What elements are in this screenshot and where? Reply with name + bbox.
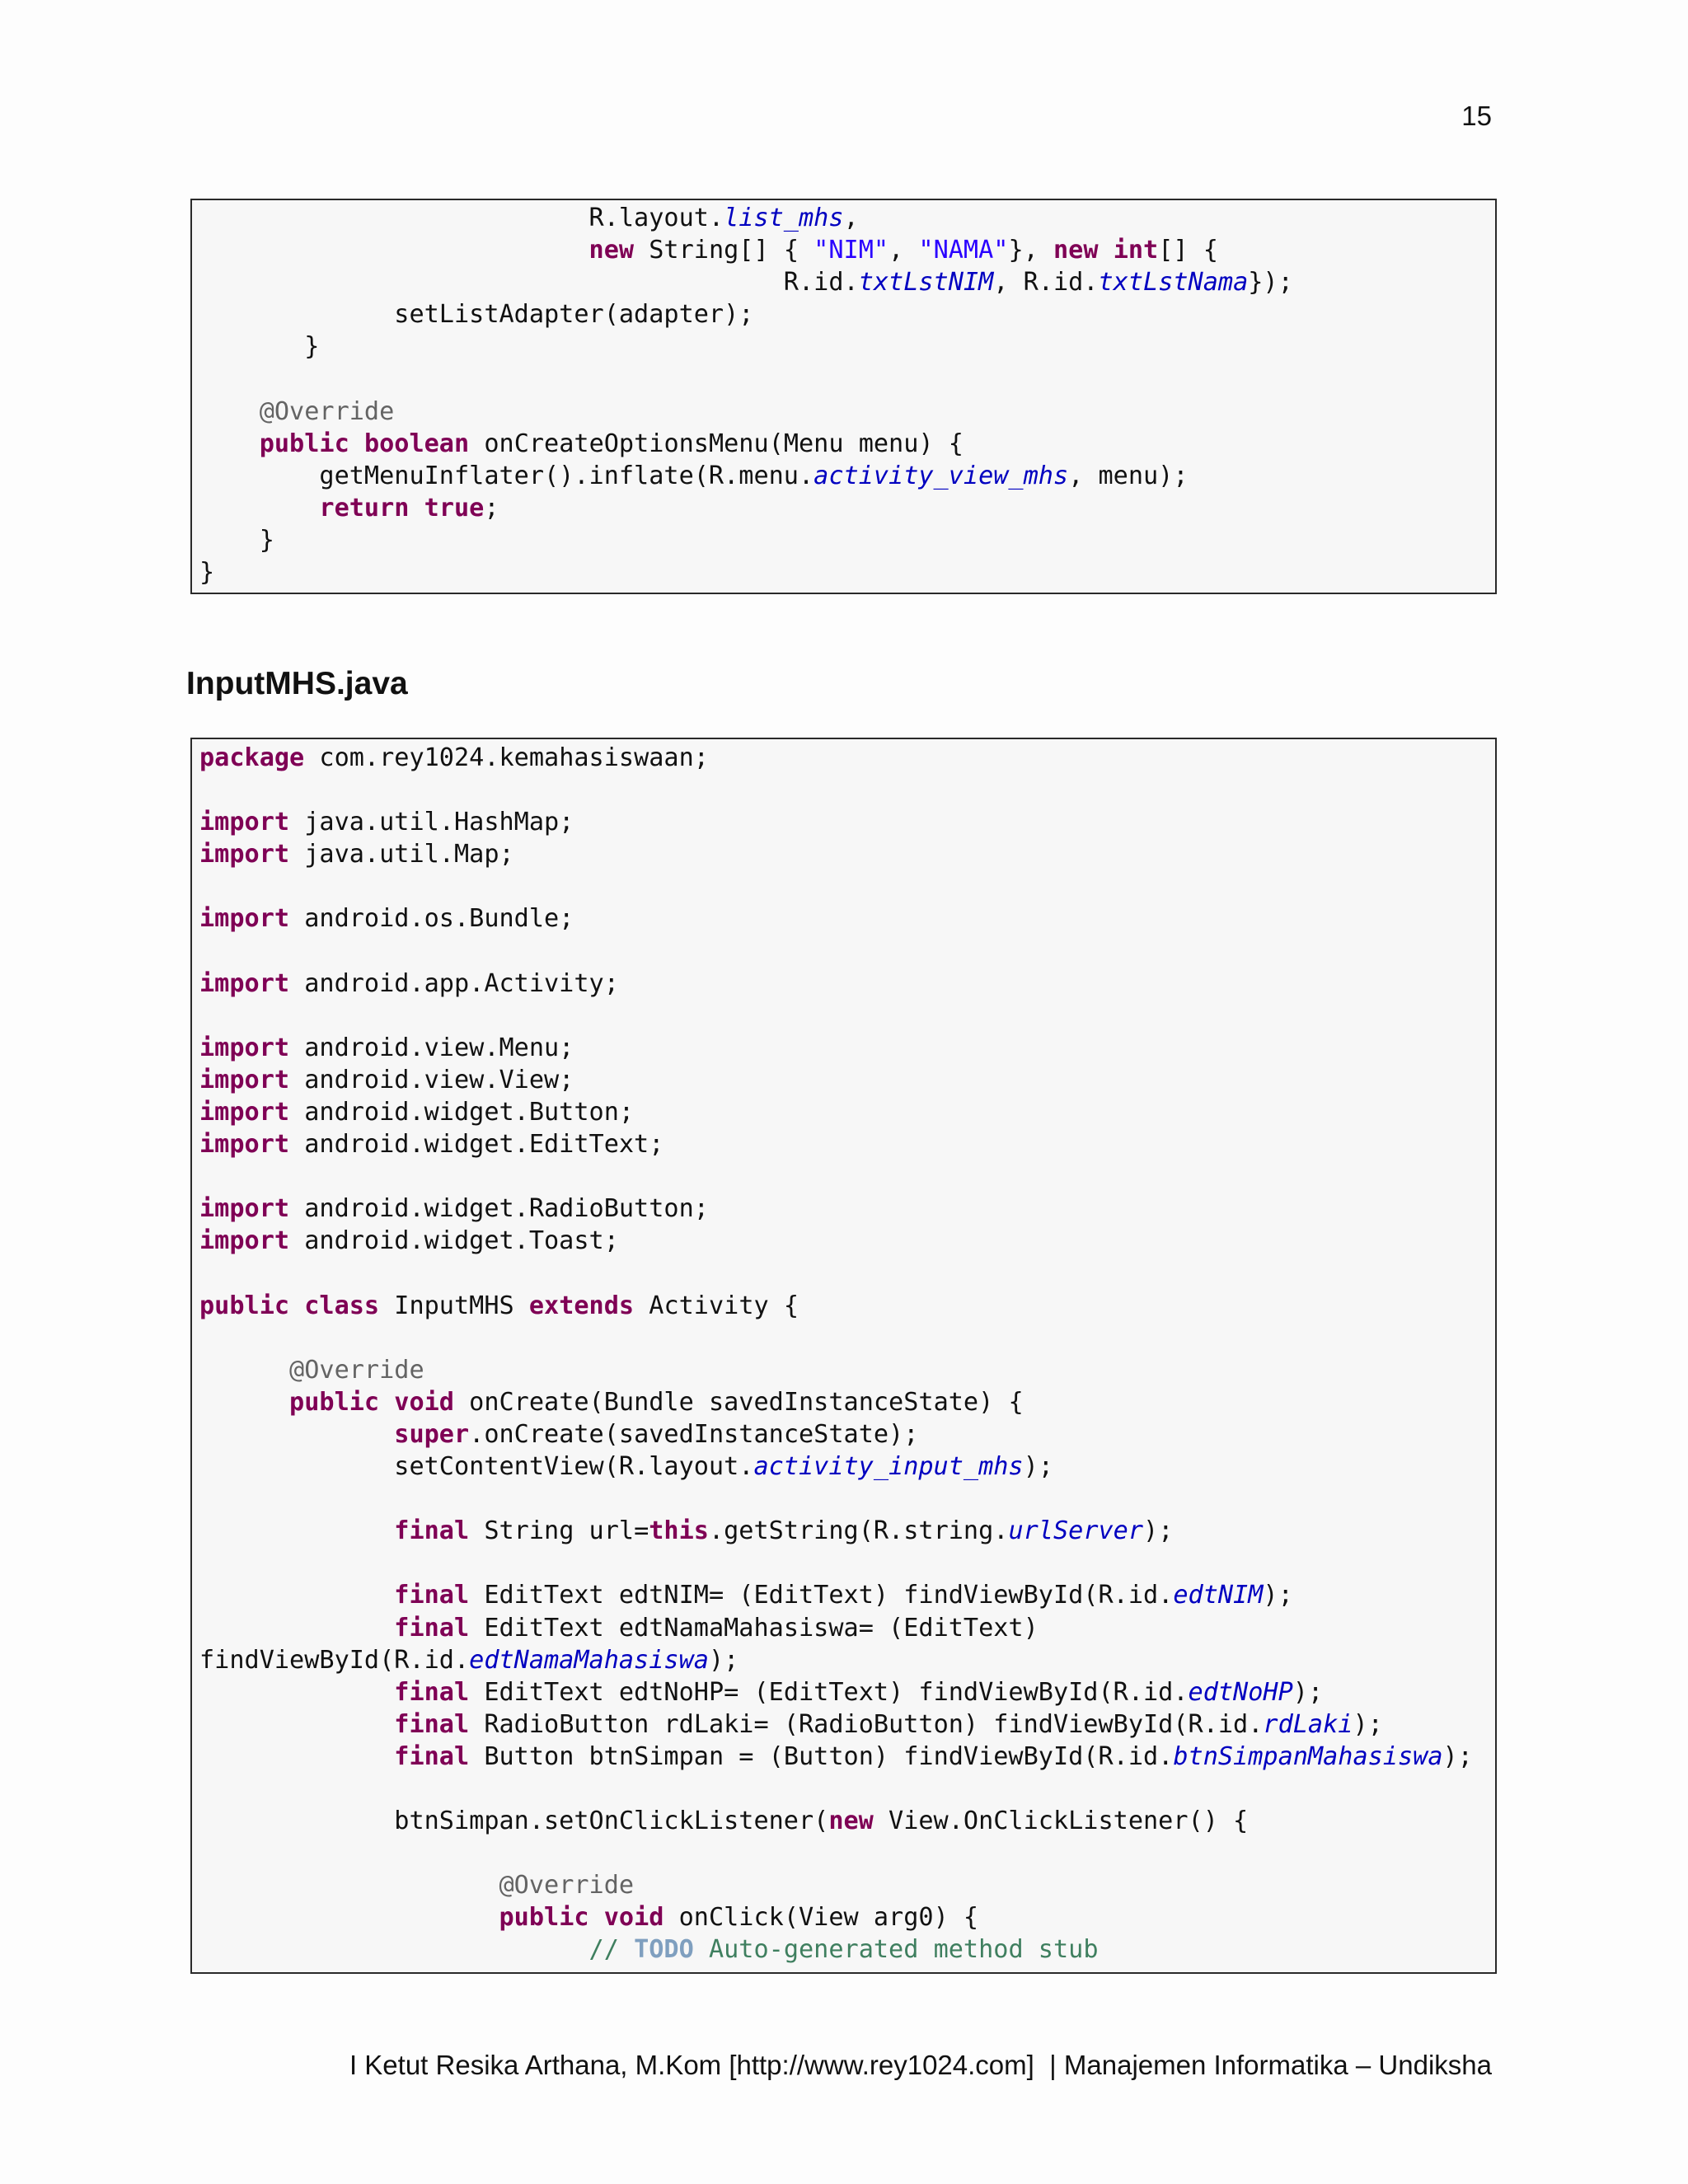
keyword-token: super (394, 1419, 470, 1449)
code-text: btnSimpan.setOnClickListener( (199, 1807, 829, 1836)
keyword-token: class (304, 1291, 380, 1320)
code-text (199, 1678, 394, 1707)
keyword-token: void (603, 1903, 664, 1933)
code-listing (192, 739, 1495, 1966)
code-line (199, 1193, 1495, 1225)
code-line (199, 1258, 1495, 1290)
code-line (199, 968, 1495, 1000)
field-token: activity_view_mhs (814, 461, 1069, 490)
code-text: , R.id. (993, 268, 1099, 298)
field-token: rdLaki (1263, 1709, 1353, 1739)
code-text: findViewById(R.id. (199, 1645, 470, 1675)
code-line (199, 1225, 1495, 1257)
code-text: ); (1143, 1516, 1174, 1546)
code-block-viewmhs-end (190, 199, 1497, 594)
code-text (199, 1614, 394, 1643)
code-text: View.OnClickListener() { (873, 1807, 1249, 1836)
field-token: list_mhs (724, 204, 844, 232)
code-text: android.widget.EditText; (289, 1130, 664, 1160)
code-line (199, 774, 1495, 806)
code-line (199, 1128, 1495, 1160)
code-text: android.widget.RadioButton; (289, 1194, 709, 1224)
code-line (199, 556, 1495, 588)
field-token: txtLstNIM (858, 268, 994, 298)
code-line (199, 1515, 1495, 1547)
code-text: , (843, 204, 859, 232)
code-text: .onCreate(savedInstanceState); (469, 1419, 919, 1449)
code-text: ); (1023, 1452, 1053, 1482)
code-line (199, 1708, 1495, 1741)
comment-token: Auto-generated method stub (693, 1935, 1099, 1965)
code-text (289, 1291, 304, 1320)
keyword-token: public (259, 429, 349, 458)
keyword-token: import (199, 968, 290, 998)
code-text: .getString(R.string. (708, 1516, 1009, 1546)
keyword-token: import (199, 904, 290, 934)
code-line (199, 1451, 1495, 1483)
keyword-token: new (588, 236, 635, 265)
code-line (199, 1322, 1495, 1354)
code-text (589, 1903, 604, 1932)
code-line (199, 1547, 1495, 1579)
code-text: setContentView(R.layout. (199, 1452, 754, 1482)
code-line (199, 266, 1495, 298)
code-text: Activity { (634, 1291, 799, 1320)
code-line (199, 202, 1495, 234)
code-text (199, 1420, 394, 1449)
code-line (199, 838, 1495, 870)
code-text (199, 1903, 499, 1932)
code-text (199, 236, 589, 265)
code-listing (192, 200, 1495, 588)
code-text: android.view.Menu; (289, 1033, 574, 1062)
code-line (199, 396, 1495, 428)
keyword-token: this (649, 1516, 709, 1546)
code-text: onClick(View arg0) { (663, 1903, 979, 1933)
section-heading: InputMHS.java (186, 666, 408, 701)
code-text: R.id. (199, 268, 859, 298)
code-text: com.rey1024.kemahasiswaan; (304, 743, 709, 772)
code-text: , (889, 236, 919, 265)
code-text: String url= (469, 1516, 649, 1546)
code-text: java.util.HashMap; (289, 808, 574, 837)
keyword-token: boolean (363, 429, 470, 458)
field-token: btnSimpanMahasiswa (1173, 1741, 1443, 1771)
code-text: android.view.View; (289, 1065, 574, 1094)
annotation-token: @Override (259, 396, 395, 426)
code-line (199, 1160, 1495, 1193)
code-line (199, 742, 1495, 774)
code-line (199, 1290, 1495, 1322)
code-line (199, 1032, 1495, 1064)
page-number: 15 (1461, 101, 1492, 131)
code-text: ; (484, 493, 499, 523)
code-line (199, 1805, 1495, 1837)
code-text: EditText edtNIM= (EditText) findViewById(R.id. (469, 1581, 1174, 1610)
code-text (1099, 236, 1114, 265)
code-line (199, 1418, 1495, 1451)
code-text: EditText edtNamaMahasiswa= (EditText) (469, 1613, 1039, 1643)
code-text: setListAdapter(adapter); (199, 300, 754, 330)
keyword-token: import (199, 1226, 290, 1256)
keyword-token: void (394, 1387, 454, 1417)
keyword-token: import (199, 1033, 290, 1062)
code-line (199, 870, 1495, 902)
code-line (199, 234, 1495, 266)
code-line (199, 428, 1495, 460)
code-text: ); (1442, 1741, 1473, 1771)
code-line (199, 1096, 1495, 1128)
code-text: ); (1292, 1677, 1324, 1707)
code-text: String[] { (634, 236, 814, 265)
string-token: "NAMA" (918, 236, 1009, 265)
code-text (199, 429, 260, 458)
annotation-token: @Override (499, 1871, 635, 1900)
code-text: onCreateOptionsMenu(Menu menu) { (469, 429, 964, 458)
code-block-inputmhs (190, 738, 1497, 1974)
keyword-token: new (1053, 236, 1099, 265)
code-text: Button btnSimpan = (Button) findViewById(R.id. (469, 1741, 1174, 1771)
keyword-token: final (394, 1677, 470, 1707)
code-text: EditText edtNoHP= (EditText) findViewById(R.id. (469, 1677, 1189, 1707)
keyword-token: public (289, 1387, 380, 1417)
code-text: ); (1353, 1709, 1383, 1739)
field-token: activity_input_mhs (753, 1452, 1024, 1482)
code-text: R.layout. (199, 204, 724, 232)
comment-token: // (588, 1935, 635, 1965)
keyword-token: new (828, 1807, 874, 1836)
keyword-token: final (394, 1581, 470, 1610)
code-line (199, 1869, 1495, 1901)
code-text: java.util.Map; (289, 840, 514, 869)
keyword-token: import (199, 840, 290, 869)
code-line (199, 935, 1495, 968)
code-text: ); (1263, 1581, 1293, 1610)
todo-token: TODO (634, 1935, 694, 1965)
code-line (199, 1354, 1495, 1386)
code-line (199, 1933, 1495, 1966)
code-text (199, 1581, 394, 1610)
code-line (199, 1837, 1495, 1869)
code-text: } (199, 525, 274, 555)
keyword-token: final (394, 1709, 470, 1739)
keyword-token: import (199, 1130, 290, 1160)
field-token: edtNIM (1173, 1581, 1264, 1610)
code-text (199, 1935, 589, 1964)
code-line (199, 298, 1495, 330)
keyword-token: import (199, 1194, 290, 1224)
keyword-token: import (199, 1098, 290, 1127)
code-line (199, 460, 1495, 492)
keyword-token: true (424, 493, 485, 523)
keyword-token: extends (528, 1291, 635, 1320)
code-text: android.widget.Toast; (289, 1226, 619, 1256)
code-text: android.widget.Button; (289, 1098, 635, 1127)
field-token: edtNamaMahasiswa (469, 1645, 709, 1675)
code-line (199, 492, 1495, 524)
code-text: }); (1248, 268, 1293, 298)
page-footer: I Ketut Resika Arthana, M.Kom [http://www.rey1024.com] | Manajemen Informatika – Undiksha (349, 2050, 1492, 2080)
keyword-token: import (199, 808, 290, 837)
code-line (199, 330, 1495, 363)
code-text (379, 1388, 394, 1417)
keyword-token: final (394, 1516, 470, 1546)
code-line (199, 1676, 1495, 1708)
string-token: "NIM" (814, 236, 889, 265)
code-text (199, 1388, 289, 1417)
code-line (199, 524, 1495, 556)
code-text: InputMHS (379, 1291, 529, 1320)
code-line (199, 1741, 1495, 1773)
code-text: onCreate(Bundle savedInstanceState) { (453, 1387, 1024, 1417)
code-line (199, 363, 1495, 395)
code-line (199, 1064, 1495, 1096)
keyword-token: import (199, 1065, 290, 1094)
keyword-token: return (319, 493, 410, 523)
keyword-token: public (199, 1291, 290, 1320)
code-text (199, 1356, 289, 1385)
code-text: } (199, 558, 215, 588)
code-line (199, 902, 1495, 935)
code-text: RadioButton rdLaki= (RadioButton) findViewById(R.id. (469, 1709, 1264, 1739)
code-text: android.os.Bundle; (289, 904, 574, 934)
code-line (199, 1612, 1495, 1644)
code-line (199, 1644, 1495, 1676)
keyword-token: final (394, 1613, 470, 1643)
code-text (349, 429, 364, 458)
code-text: [] { (1158, 236, 1218, 265)
code-text (199, 397, 260, 426)
code-text: } (199, 332, 320, 362)
code-text (199, 1742, 394, 1771)
code-text: android.app.Activity; (289, 968, 619, 998)
code-text (199, 1516, 394, 1545)
code-line (199, 1773, 1495, 1805)
keyword-token: int (1113, 236, 1159, 265)
code-line (199, 1579, 1495, 1611)
code-line (199, 1483, 1495, 1515)
code-text: ); (708, 1645, 739, 1675)
annotation-token: @Override (289, 1355, 424, 1385)
code-text: getMenuInflater().inflate(R.menu. (199, 461, 814, 490)
code-text (409, 494, 424, 523)
field-token: urlServer (1008, 1516, 1144, 1546)
keyword-token: final (394, 1741, 470, 1771)
code-text: , menu); (1068, 461, 1189, 490)
keyword-token: package (199, 743, 305, 772)
code-line (199, 1000, 1495, 1032)
code-text (199, 1871, 499, 1900)
field-token: edtNoHP (1188, 1677, 1293, 1707)
code-line (199, 806, 1495, 838)
code-text (199, 494, 319, 523)
code-line (199, 1901, 1495, 1933)
field-token: txtLstNama (1098, 268, 1249, 298)
keyword-token: public (499, 1903, 589, 1933)
code-text (199, 1710, 394, 1739)
code-text: }, (1008, 236, 1053, 265)
code-line (199, 1386, 1495, 1418)
